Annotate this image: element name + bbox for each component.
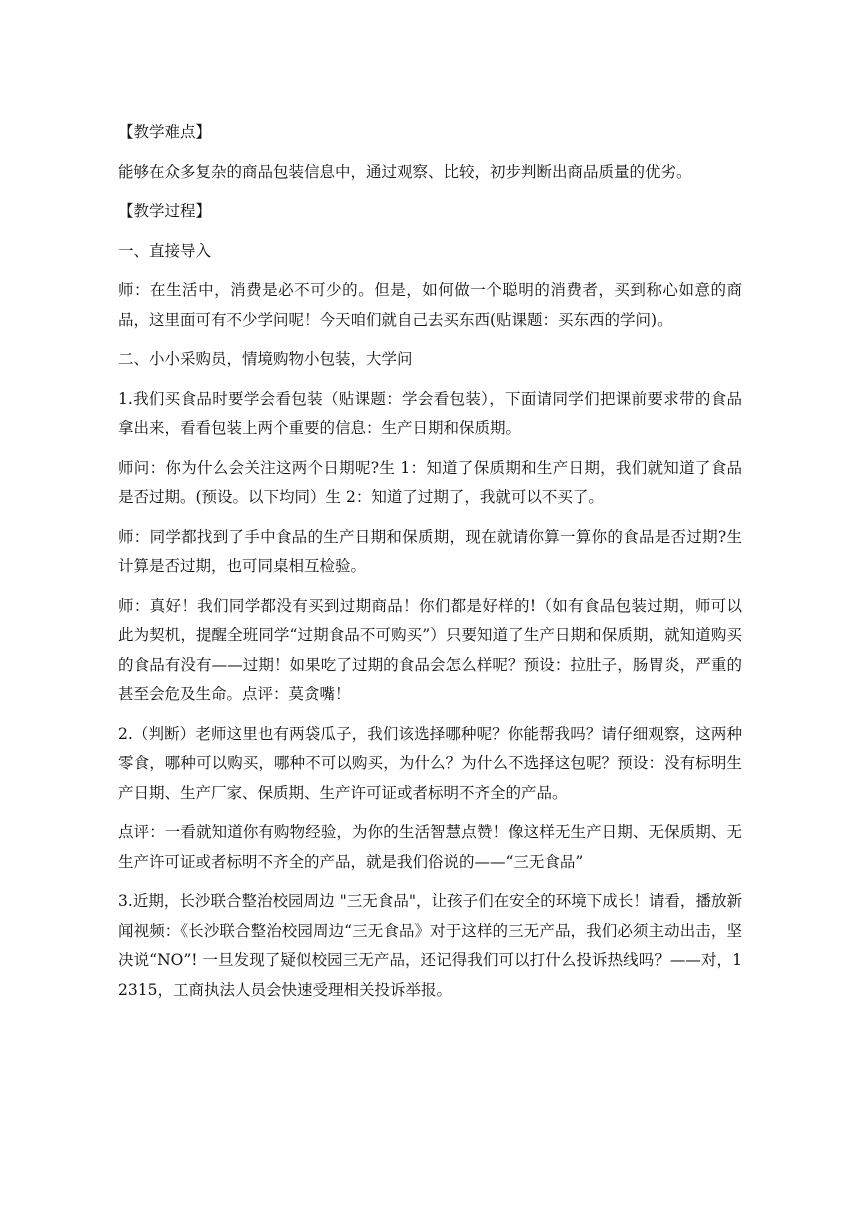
paragraph-introduction: 师：在生活中，消费是必不可少的。但是，如何做一个聪明的消费者，买到称心如意的商品，这里面可有不少学问呢！今天咱们就自己去买东西(贴课题：买东西的学问)。 [118,281,742,329]
paragraph-check-expiry: 师：同学都找到了手中食品的生产日期和保质期，现在就请你算一算你的食品是否过期?生计算是否过期，也可同桌相互检验。 [118,527,742,575]
document-body [118,118,742,1015]
section-title-teaching-process: 【教学过程】 [118,202,212,220]
paragraph-expired-food: 师：真好！我们同学都没有买到过期商品！你们都是好样的!（如有食品包装过期，师可以此为契机，提醒全班同学“过期食品不可购买”）只要知道了生产日期和保质期，就知道购买的食品有没有——过期！如果吃了过期的食品会怎么样呢？预设：拉肚子，肠胃炎，严重的甚至会危及生命。点评：莫贪嘴！ [118,596,742,703]
section-title-teaching-difficulty: 【教学难点】 [118,123,212,141]
paragraph-judge-snacks: 2.（判断）老师这里也有两袋瓜子，我们该选择哪种呢？你能帮我吗？请仔细观察，这两种零食，哪种可以购买，哪种不可以购买，为什么？为什么不选择这包呢？预设：没有标明生产日期、生产厂家、保质期、生产许可证或者标明不齐全的产品。 [118,724,742,802]
paragraph-teacher-question: 师问：你为什么会关注这两个日期呢?生 1：知道了保质期和生产日期，我们就知道了食品是否过期。(预设。以下均同）生 2：知道了过期了，我就可以不买了。 [118,458,742,506]
part-two-title: 二、小小采购员，情境购物小包装，大学问 [118,350,413,368]
paragraph-package-info: 1.我们买食品时要学会看包装（贴课题：学会看包装），下面请同学们把课前要求带的食品拿出来，看看包装上两个重要的信息：生产日期和保质期。 [118,389,742,437]
paragraph-three-no-food: 点评：一看就知道你有购物经验，为你的生活智慧点赞！像这样无生产日期、无保质期、无生产许可证或者标明不齐全的产品，就是我们俗说的——“三无食品” [118,823,742,871]
paragraph-changsha-news: 3.近期，长沙联合整治校园周边 "三无食品"，让孩子们在安全的环境下成长！请看，播放新闻视频：《长沙联合整治校园周边“三无食品》对于这样的三无产品，我们必须主动出击，坚决说“NO”! 一旦发现了疑似校园三无产品，还记得我们可以打什么投诉热线吗？——对，12315，工商执法人员会快速受理相关投诉举报。 [118,892,742,999]
teaching-difficulty-text: 能够在众多复杂的商品包装信息中，通过观察、比较，初步判断出商品质量的优劣。 [118,162,692,181]
part-one-title: 一、直接导入 [118,241,212,260]
